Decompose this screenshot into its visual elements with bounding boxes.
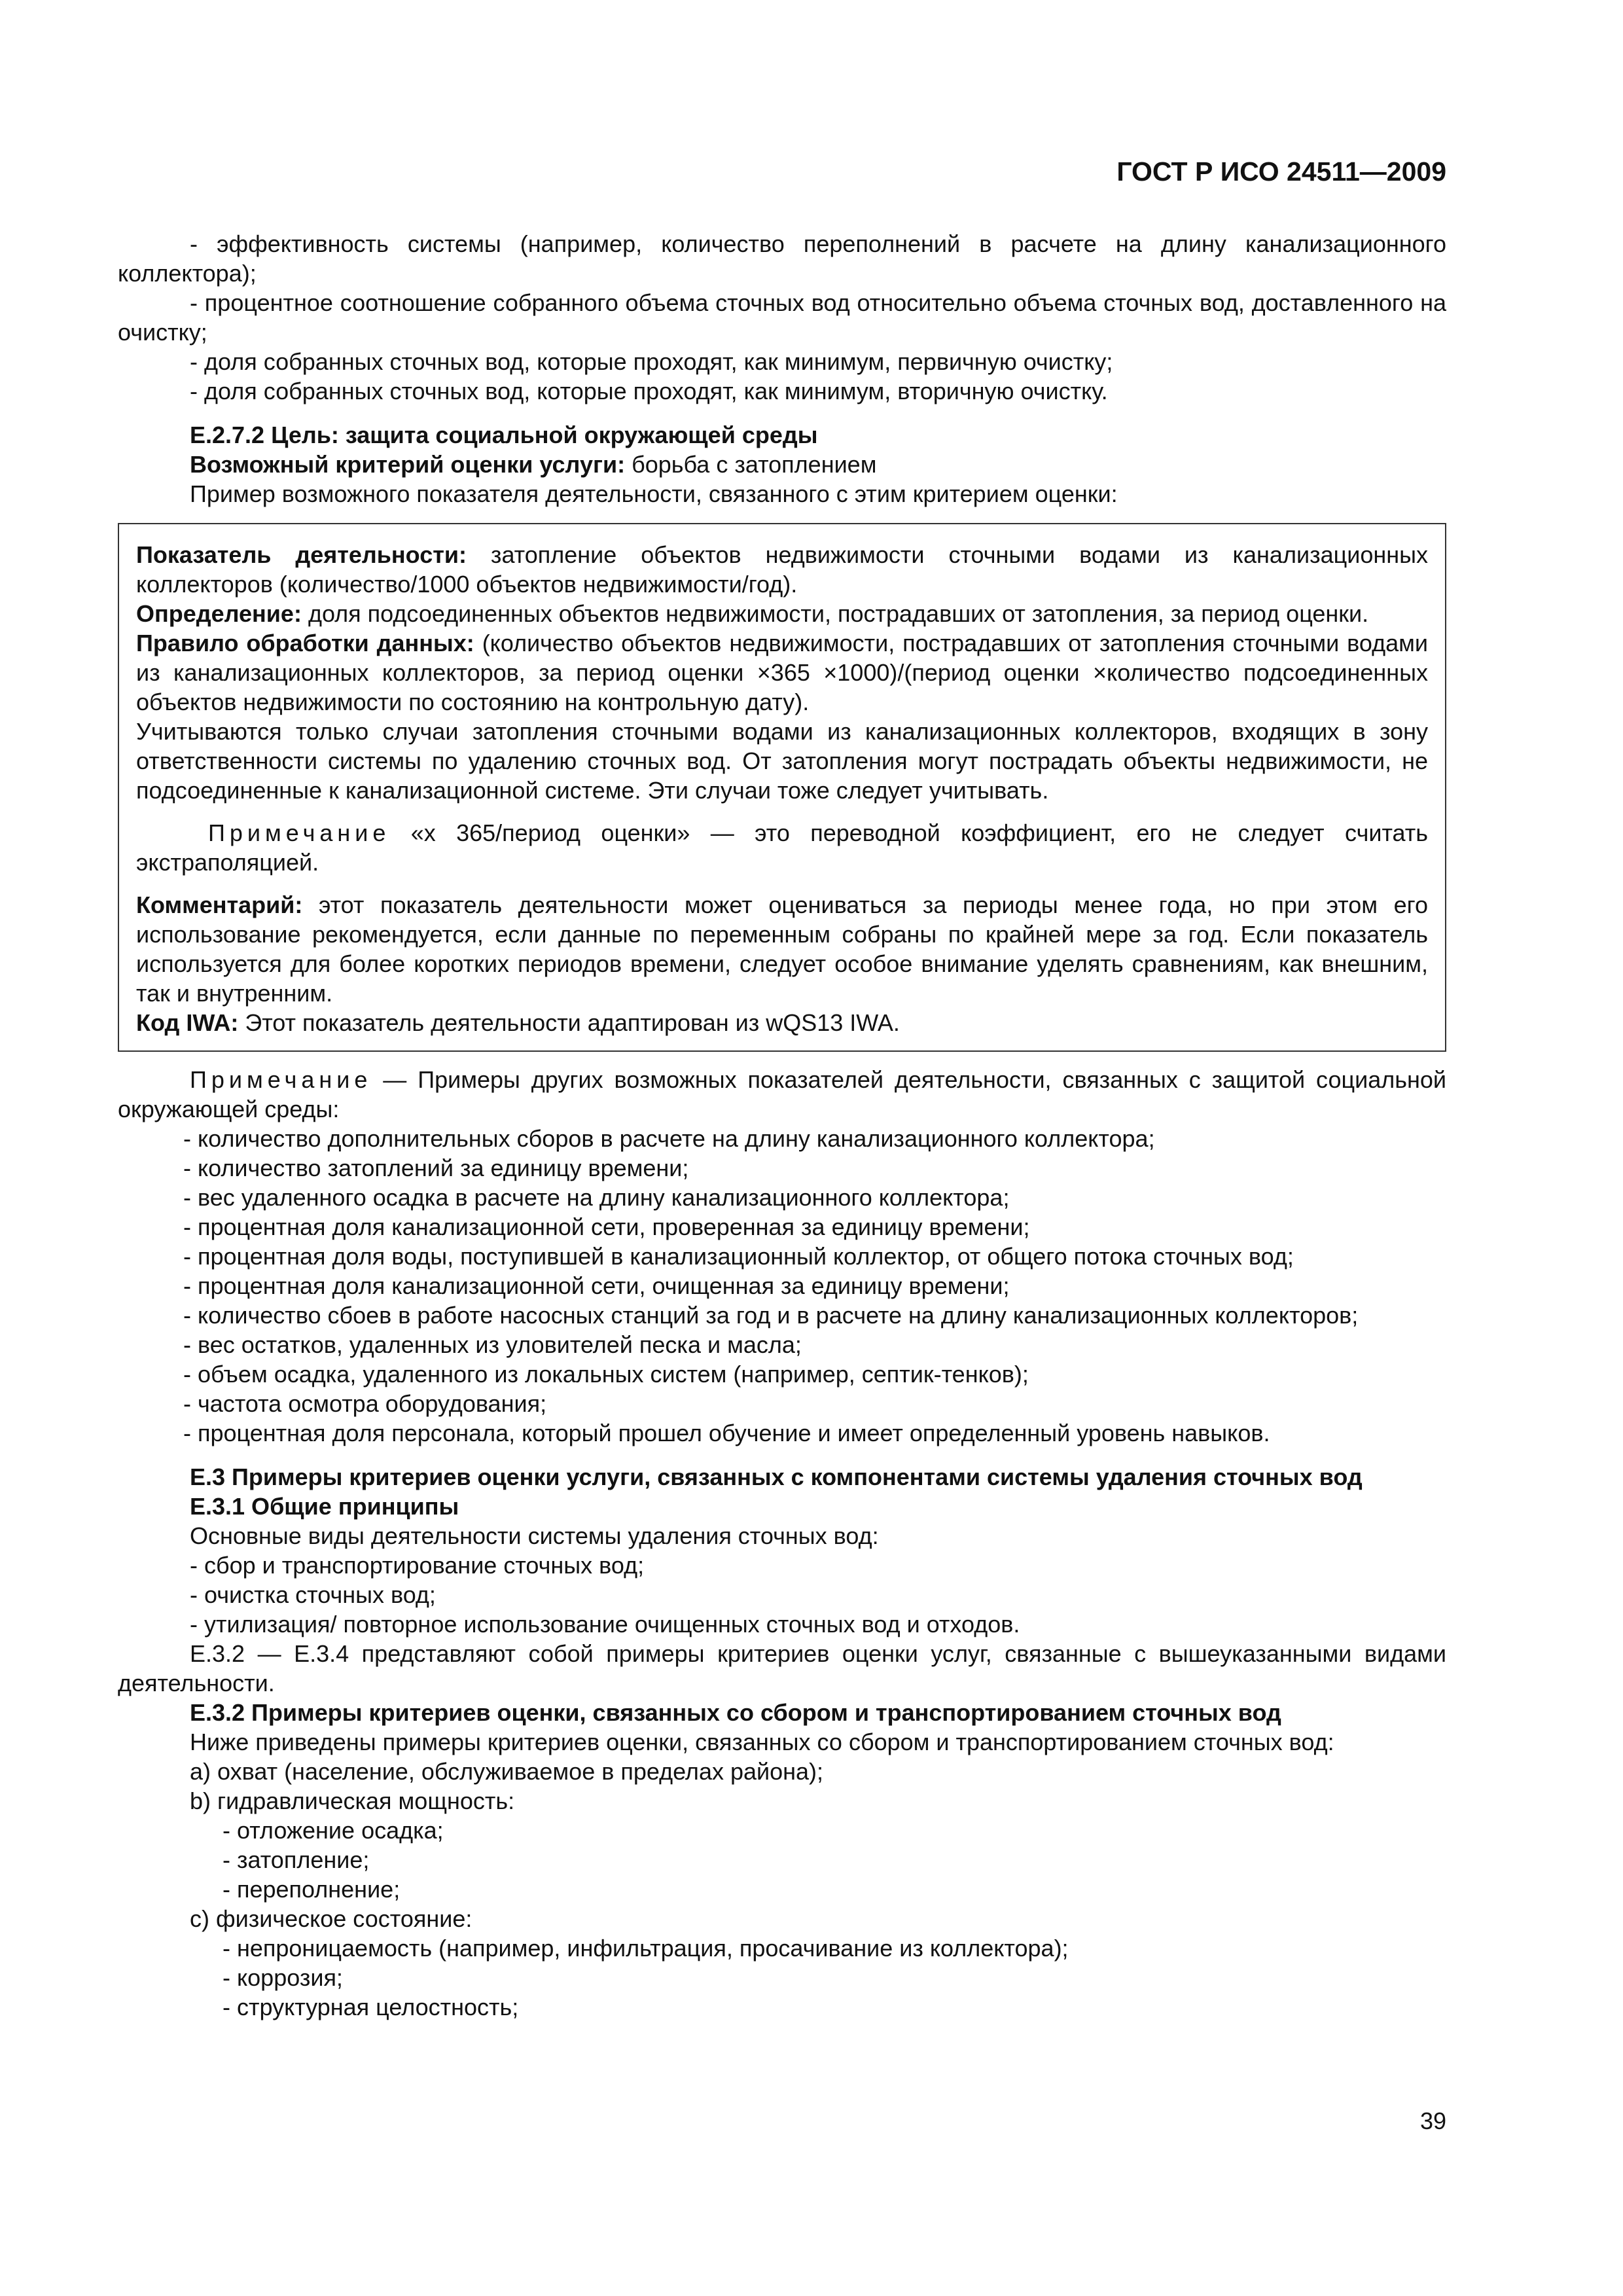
note2-label: Примечание bbox=[190, 1066, 372, 1093]
criterion-label: Возможный критерий оценки услуги: bbox=[190, 451, 626, 478]
rule-paragraph bbox=[136, 628, 1428, 717]
note2-bullet-11: - процентная доля персонала, который прошел обучение и имеет определенный уровень навыков. bbox=[183, 1420, 1270, 1446]
note2-bullet-10: - частота осмотра оборудования; bbox=[183, 1390, 547, 1417]
section-e272-title: E.2.7.2 Цель: защита социальной окружающей среды bbox=[190, 422, 818, 448]
section-e32-b-item-2: - затопление; bbox=[223, 1846, 370, 1873]
criterion-text: борьба с затоплением bbox=[625, 451, 877, 478]
note2-bullet-1: - количество дополнительных сборов в расчете на длину канализационного коллектора; bbox=[183, 1125, 1155, 1152]
note2-bullet-9: - объем осадка, удаленного из локальных систем (например, септик-тенков); bbox=[183, 1361, 1029, 1388]
intro-bullet-2: - процентное соотношение собранного объема сточных вод относительно объема сточных вод, доставленного на очистку; bbox=[118, 289, 1446, 346]
section-e32-b-item-3: - переполнение; bbox=[223, 1876, 401, 1903]
section-e32-c-item-2: - коррозия; bbox=[223, 1964, 343, 1991]
section-e31-item-2: - очистка сточных вод; bbox=[190, 1581, 436, 1608]
section-e32-c-item-1: - непроницаемость (например, инфильтрация, просачивание из коллектора); bbox=[223, 1935, 1069, 1962]
section-e32-item-b: b) гидравлическая мощность: bbox=[190, 1787, 515, 1814]
section-e31-intro: Основные виды деятельности системы удаления сточных вод: bbox=[190, 1522, 879, 1549]
indicator-text: затопление объектов недвижимости сточными водами из канализационных коллекторов (количество/1000 объектов недвижимости/год). bbox=[136, 541, 1428, 598]
section-e3-title: E.3 Примеры критериев оценки услуги, связанных с компонентами системы удаления сточных вод bbox=[190, 1463, 1363, 1490]
note2-bullet-2: - количество затоплений за единицу времени; bbox=[183, 1155, 689, 1181]
iwa-label: Код IWA: bbox=[136, 1009, 239, 1036]
section-e31-item-3: - утилизация/ повторное использование очищенных сточных вод и отходов. bbox=[190, 1611, 1020, 1638]
section-e31-title: E.3.1 Общие принципы bbox=[190, 1493, 459, 1520]
rule-text: (количество объектов недвижимости, пострадавших от затопления сточными водами из канализационных коллекторов, за период оценки ×365 ×1000)/(период оценки ×количество подсоединенных объектов недвижимости по состоянию на контрольную дату). bbox=[136, 630, 1429, 715]
indicator-label: Показатель деятельности: bbox=[136, 541, 467, 568]
comment-text: этот показатель деятельности может оцениваться за периоды менее года, но при этом его использование рекомендуется, если данные по переменным собраны по крайней мере за год. Если показатель используется для более коротких периодов времени, следует особое внимание уделять сравнениям, как внешним, так и внутренним. bbox=[136, 891, 1428, 1007]
section-e31-item-1: - сбор и транспортирование сточных вод; bbox=[190, 1552, 645, 1579]
comment-label: Комментарий: bbox=[136, 891, 303, 918]
note2-bullet-3: - вес удаленного осадка в расчете на длину канализационного коллектора; bbox=[183, 1184, 1010, 1211]
section-e32-item-a: a) охват (население, обслуживаемое в пределах района); bbox=[190, 1758, 824, 1785]
definition-label: Определение: bbox=[136, 600, 302, 627]
intro-bullet-4: - доля собранных сточных вод, которые проходят, как минимум, вторичную очистку. bbox=[190, 378, 1108, 404]
indicator-paragraph bbox=[136, 540, 1428, 599]
page-content bbox=[118, 229, 1446, 2022]
note2-bullet-4: - процентная доля канализационной сети, проверенная за единицу времени; bbox=[183, 1213, 1030, 1240]
box-note-paragraph bbox=[136, 818, 1428, 877]
intro-bullet-1: - эффективность системы (например, количество переполнений в расчете на длину канализационного коллектора); bbox=[118, 230, 1446, 287]
rule-label: Правило обработки данных: bbox=[136, 630, 474, 656]
note2-bullet-6: - процентная доля канализационной сети, очищенная за единицу времени; bbox=[183, 1272, 1010, 1299]
note2-text: — Примеры других возможных показателей деятельности, связанных с защитой социальной окружающей среды: bbox=[118, 1066, 1446, 1122]
section-e31-ref-text: E.3.2 — E.3.4 представляют собой примеры критериев оценки услуг, связанные с вышеуказанными видами деятельности. bbox=[118, 1640, 1446, 1696]
section-e32-title: E.3.2 Примеры критериев оценки, связанных со сбором и транспортированием сточных вод bbox=[190, 1699, 1281, 1726]
definition-text: доля подсоединенных объектов недвижимости, пострадавших от затопления, за период оценки. bbox=[301, 600, 1369, 627]
box-note-text: «x 365/период оценки» — это переводной коэффициент, его не следует считать экстраполяцией. bbox=[136, 819, 1428, 876]
box-note-label: Примечание bbox=[208, 819, 391, 846]
section-e272-example-line: Пример возможного показателя деятельности, связанного с этим критерием оценки: bbox=[190, 480, 1118, 507]
note2-bullet-8: - вес остатков, удаленных из уловителей песка и масла; bbox=[183, 1331, 802, 1358]
note2-paragraph bbox=[118, 1065, 1446, 1124]
definition-paragraph bbox=[136, 599, 1428, 628]
page-number: 39 bbox=[1419, 2108, 1446, 2134]
consider-paragraph: Учитываются только случаи затопления сточными водами из канализационных коллекторов, входящих в зону ответственности системы по удалению сточных вод. От затопления могут пострадать объекты недвижимости, не подсоединенные к канализационной системе. Эти случаи тоже следует учитывать. bbox=[136, 718, 1428, 804]
iwa-paragraph bbox=[136, 1008, 1428, 1037]
iwa-text: Этот показатель деятельности адаптирован из wQS13 IWA. bbox=[238, 1009, 900, 1036]
indicator-box bbox=[118, 523, 1446, 1052]
comment-paragraph bbox=[136, 890, 1428, 1008]
section-e32-c-item-3: - структурная целостность; bbox=[223, 1994, 519, 2020]
section-e32-intro: Ниже приведены примеры критериев оценки, связанных со сбором и транспортированием сточных вод: bbox=[190, 1729, 1334, 1755]
document-code-header: ГОСТ Р ИСО 24511—2009 bbox=[1116, 156, 1446, 187]
section-e272-criterion bbox=[118, 450, 1446, 479]
note2-bullet-7: - количество сбоев в работе насосных станций за год и в расчете на длину канализационных коллекторов; bbox=[183, 1302, 1359, 1329]
section-e32-item-c: c) физическое состояние: bbox=[190, 1905, 473, 1932]
intro-bullet-3: - доля собранных сточных вод, которые проходят, как минимум, первичную очистку; bbox=[190, 348, 1113, 375]
section-e32-b-item-1: - отложение осадка; bbox=[223, 1817, 444, 1844]
note2-bullet-5: - процентная доля воды, поступившей в канализационный коллектор, от общего потока сточных вод; bbox=[183, 1243, 1294, 1270]
